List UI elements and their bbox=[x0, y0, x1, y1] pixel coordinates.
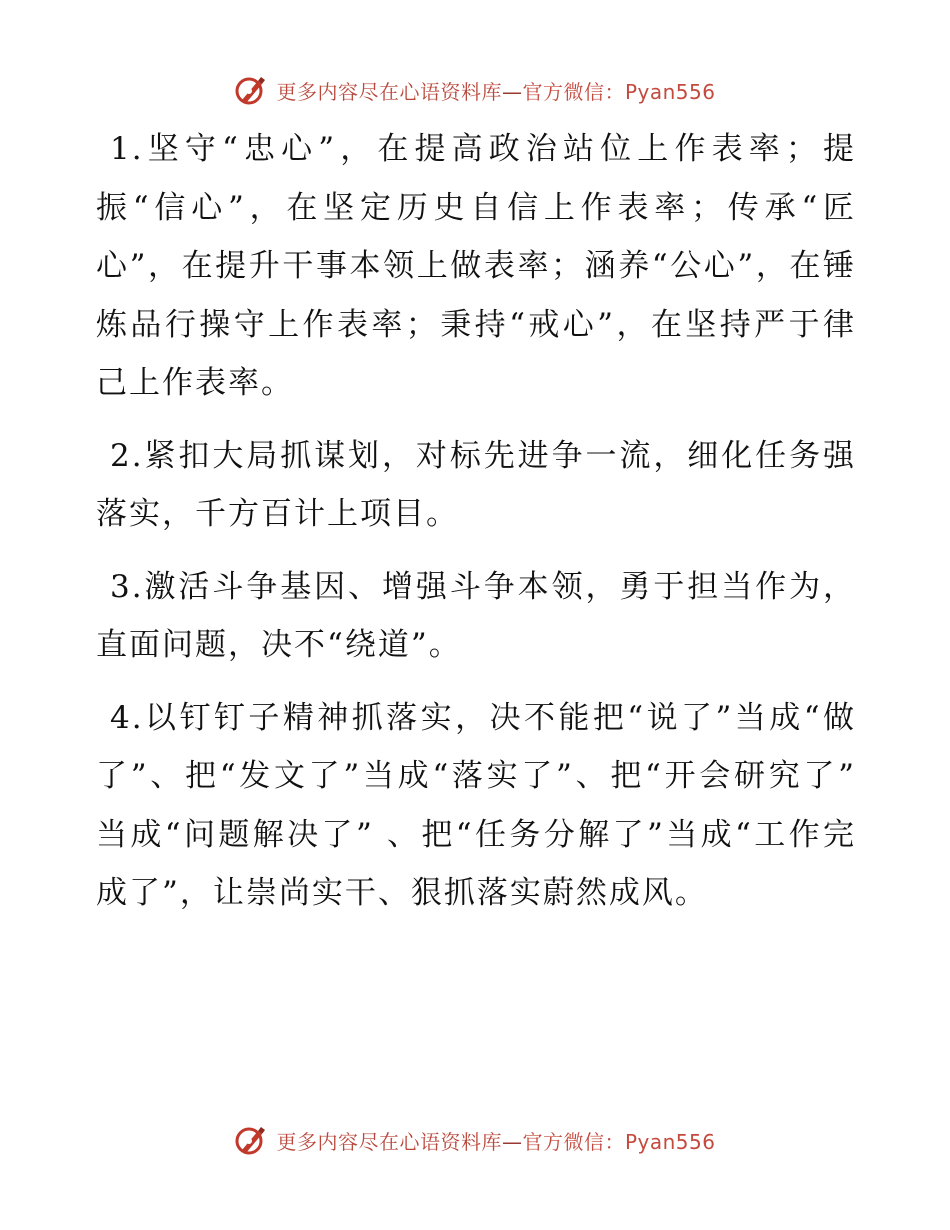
paragraph-text: 激活斗争基因、增强斗争本领，勇于担当作为，直面问题，决不“绕道”。 bbox=[96, 568, 856, 663]
paragraph-text: 坚守“忠心”，在提高政治站位上作表率；提振“信心”，在坚定历史自信上作表率；传承“匠心”，在提升干事本领上做表率；涵养“公心”，在锤炼品行操守上作表率；秉持“戒心”，在坚持严于律己上作表率。 bbox=[96, 131, 856, 401]
paragraph-number: 4. bbox=[110, 699, 144, 736]
paragraph-4 bbox=[96, 689, 856, 923]
banner-text bbox=[276, 76, 715, 105]
banner-main-text: 更多内容尽在心语资料库 bbox=[276, 79, 502, 104]
paragraph-1 bbox=[96, 120, 856, 413]
pen-circle-logo-icon bbox=[234, 1123, 268, 1157]
pen-circle-logo-icon bbox=[234, 73, 268, 107]
paragraph-number: 3. bbox=[110, 568, 144, 605]
document-body bbox=[96, 120, 856, 937]
paragraph-2 bbox=[96, 427, 856, 544]
banner-contact-text: 官方微信：Pyan556 bbox=[522, 79, 716, 104]
banner-separator: — bbox=[501, 79, 523, 104]
paragraph-text: 紧扣大局抓谋划，对标先进争一流，细化任务强落实，千方百计上项目。 bbox=[96, 437, 856, 532]
paragraph-number: 2. bbox=[110, 437, 144, 474]
paragraph-number: 1. bbox=[110, 131, 144, 167]
banner-text bbox=[276, 1126, 715, 1155]
header-watermark-banner bbox=[0, 70, 950, 110]
banner-main-text: 更多内容尽在心语资料库 bbox=[276, 1129, 502, 1154]
banner-contact-text: 官方微信：Pyan556 bbox=[522, 1129, 716, 1154]
paragraph-text: 以钉钉子精神抓落实，决不能把“说了”当成“做了”、把“发文了”当成“落实了”、把“开会研究了” 当成“问题解决了” 、把“任务分解了”当成“工作完成了”，让崇尚实干、狠抓落实蔚然成风。 bbox=[96, 699, 856, 911]
banner-separator: — bbox=[501, 1129, 523, 1154]
paragraph-3 bbox=[96, 558, 856, 675]
footer-watermark-banner bbox=[0, 1120, 950, 1160]
